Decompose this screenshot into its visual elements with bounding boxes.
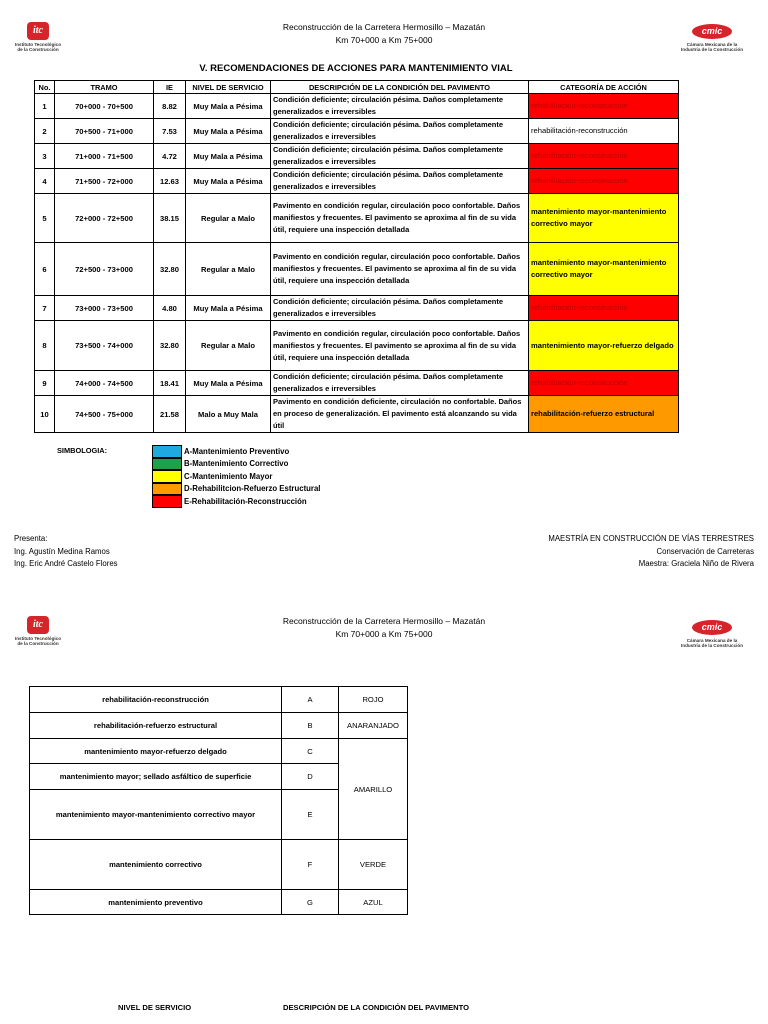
category-color: AMARILLO [339,739,408,840]
cell-desc: Condición deficiente; circulación pésima. Daños completamente generalizados e irreversibles [271,94,529,119]
cell-tramo: 73+500 - 74+000 [55,321,154,371]
cell-desc: Pavimento en condición regular, circulación poco confortable. Daños manifiestos y frecuentes. El pavimento se aproxima al fin de su vida útil, requiere una inspección detallada [271,243,529,296]
legend-label: D-Rehabilitcion-Refuerzo Estructural [184,484,321,494]
cell-nivel: Muy Mala a Pésima [186,169,271,194]
cell-tramo: 72+000 - 72+500 [55,194,154,243]
table-row [30,890,408,915]
cell-ie: 32.80 [154,243,186,296]
recommendations-table [34,80,679,433]
cell-no: 5 [35,194,55,243]
table-row [35,169,679,194]
header-subtitle: Km 70+000 a Km 75+000 [335,35,433,45]
cell-desc: Pavimento en condición regular, circulación poco confortable. Daños manifiestos y frecuentes. El pavimento se aproxima al fin de su vida útil, requiere una inspección detallada [271,194,529,243]
cell-no: 3 [35,144,55,169]
cell-cat: mantenimiento mayor-mantenimiento correctivo mayor [529,194,679,243]
legend-item [152,483,320,496]
cell-nivel: Muy Mala a Pésima [186,296,271,321]
category-letter: D [282,764,339,790]
legend-swatch [152,495,182,508]
cell-cat: rehabilitación-reconstrucción [529,371,679,396]
table-row [35,396,679,433]
table-row [30,713,408,739]
cmic-logo-oval: cmic [692,620,732,635]
legend-label: C-Mantenimiento Mayor [184,471,273,481]
cell-cat: rehabilitación-reconstrucción [529,296,679,321]
cell-no: 8 [35,321,55,371]
cell-cat: mantenimiento mayor-refuerzo delgado [529,321,679,371]
cell-tramo: 74+000 - 74+500 [55,371,154,396]
cell-no: 2 [35,119,55,144]
cell-cat: rehabilitación-refuerzo estructural [529,396,679,433]
legend-swatch [152,470,182,483]
cell-nivel: Muy Mala a Pésima [186,119,271,144]
page2-header [0,615,768,641]
legend-swatch [152,483,182,496]
cell-cat: mantenimiento mayor-mantenimiento correctivo mayor [529,243,679,296]
cell-ie: 38.15 [154,194,186,243]
cell-desc: Condición deficiente; circulación pésima. Daños completamente generalizados e irreversibles [271,169,529,194]
cell-nivel: Malo a Muy Mala [186,396,271,433]
table-row [35,144,679,169]
cell-ie: 32.80 [154,321,186,371]
cell-nivel: Regular a Malo [186,321,271,371]
cell-tramo: 72+500 - 73+000 [55,243,154,296]
cell-ie: 18.41 [154,371,186,396]
category-label: rehabilitación-reconstrucción [30,687,282,713]
table-row [35,243,679,296]
legend-swatch [152,445,182,458]
category-color: ROJO [339,687,408,713]
header-ie: IE [154,81,186,94]
cell-nivel: Regular a Malo [186,194,271,243]
table-row [35,321,679,371]
header-desc: DESCRIPCIÓN DE LA CONDICIÓN DEL PAVIMENTO [271,81,529,94]
category-label: mantenimiento preventivo [30,890,282,915]
cell-nivel: Regular a Malo [186,243,271,296]
cell-nivel: Muy Mala a Pésima [186,94,271,119]
cell-desc: Pavimento en condición regular, circulación poco confortable. Daños manifiestos y frecuentes. El pavimento se aproxima al fin de su vida útil, requiere una inspección detallada [271,321,529,371]
cell-desc: Condición deficiente; circulación pésima. Daños completamente generalizados e irreversibles [271,144,529,169]
cmic-logo [667,620,757,648]
itc-logo-caption: Instituto Tecnológico de la Construcción [14,42,62,52]
category-table [29,686,408,915]
cmic-logo-oval: cmic [692,24,732,39]
cell-ie: 4.80 [154,296,186,321]
table-row [30,739,408,764]
cell-no: 6 [35,243,55,296]
header-subtitle: Km 70+000 a Km 75+000 [335,629,433,639]
category-label: mantenimiento correctivo [30,840,282,890]
table-row [35,371,679,396]
table-header-row [35,81,679,94]
cell-ie: 8.82 [154,94,186,119]
cell-nivel: Muy Mala a Pésima [186,371,271,396]
cell-no: 1 [35,94,55,119]
cell-tramo: 71+000 - 71+500 [55,144,154,169]
legend-item [152,495,307,508]
table-row [30,687,408,713]
header-cat: CATEGORÍA DE ACCIÓN [529,81,679,94]
itc-logo-badge: itc [27,616,49,634]
itc-logo-badge: itc [27,22,49,40]
category-label: mantenimiento mayor; sellado asfáltico de superficie [30,764,282,790]
cmic-logo-caption: Cámara Mexicana de la Industria de la Construcción [680,42,744,52]
header-title: Reconstrucción de la Carretera Hermosillo – Mazatán [282,22,486,32]
cell-ie: 7.53 [154,119,186,144]
cell-nivel: Muy Mala a Pésima [186,144,271,169]
cell-tramo: 70+500 - 71+000 [55,119,154,144]
legend-label: B-Mantenimiento Correctivo [184,459,289,469]
cell-ie: 4.72 [154,144,186,169]
presenta-block: Presenta: Ing. Agustín Medina Ramos Ing. Eric André Castelo Flores [14,534,118,568]
cell-no: 9 [35,371,55,396]
legend-item [152,470,272,483]
category-label: mantenimiento mayor-mantenimiento correctivo mayor [30,790,282,840]
cell-desc: Condición deficiente; circulación pésima. Daños completamente generalizados e irreversibles [271,119,529,144]
category-label: mantenimiento mayor-refuerzo delgado [30,739,282,764]
legend-item [152,458,288,471]
simbologia-label: SIMBOLOGIA: [57,446,108,455]
table-row [35,119,679,144]
cell-desc: Pavimento en condición deficiente, circulación no confortable. Daños en proceso de generalización. El pavimento está alcanzando su vida útil [271,396,529,433]
cell-no: 10 [35,396,55,433]
header-no: No. [35,81,55,94]
table-row [35,194,679,243]
category-letter: C [282,739,339,764]
page-header [0,21,768,47]
cell-cat: rehabilitación-reconstrucción [529,169,679,194]
cell-tramo: 73+000 - 73+500 [55,296,154,321]
section-title: V. RECOMENDACIONES DE ACCIONES PARA MANTENIMIENTO VIAL [199,63,513,74]
category-letter: G [282,890,339,915]
bottom-nivel-label: NIVEL DE SERVICIO [118,1003,192,1012]
cell-cat: rehabilitación-reconstrucción [529,119,679,144]
legend-label: A-Mantenimiento Preventivo [184,446,290,456]
cell-cat: rehabilitación-reconstrucción [529,94,679,119]
cell-ie: 12.63 [154,169,186,194]
legend-swatch [152,458,182,471]
itc-logo-caption: Instituto Tecnológico de la Construcción [14,636,62,646]
cell-no: 7 [35,296,55,321]
cell-tramo: 71+500 - 72+000 [55,169,154,194]
header-title: Reconstrucción de la Carretera Hermosillo – Mazatán [282,616,486,626]
cell-ie: 21.58 [154,396,186,433]
category-color: AZUL [339,890,408,915]
cmic-logo-caption: Cámara Mexicana de la Industria de la Construcción [680,638,744,648]
category-color: VERDE [339,840,408,890]
bottom-desc-label: DESCRIPCIÓN DE LA CONDICIÓN DEL PAVIMENTO [283,1003,470,1012]
cell-cat: rehabilitación-reconstrucción [529,144,679,169]
cell-desc: Condición deficiente; circulación pésima. Daños completamente generalizados e irreversibles [271,296,529,321]
cell-tramo: 70+000 - 70+500 [55,94,154,119]
legend-item [152,445,289,458]
cell-desc: Condición deficiente; circulación pésima. Daños completamente generalizados e irreversibles [271,371,529,396]
category-letter: A [282,687,339,713]
category-label: rehabilitación-refuerzo estructural [30,713,282,739]
category-color: ANARANJADO [339,713,408,739]
table-row [30,840,408,890]
maestria-block: MAESTRÍA EN CONSTRUCCIÓN DE VÍAS TERRESTRES Conservación de Carreteras Maestra: Graciela Niño de Rivera [548,534,754,568]
category-letter: F [282,840,339,890]
category-letter: B [282,713,339,739]
cmic-logo [667,24,757,52]
table-row [35,94,679,119]
cell-no: 4 [35,169,55,194]
header-nivel: NIVEL DE SERVICIO [186,81,271,94]
table-row [35,296,679,321]
header-tramo: TRAMO [55,81,154,94]
legend-label: E-Rehabilitación-Reconstrucción [184,496,307,506]
cell-tramo: 74+500 - 75+000 [55,396,154,433]
category-letter: E [282,790,339,840]
